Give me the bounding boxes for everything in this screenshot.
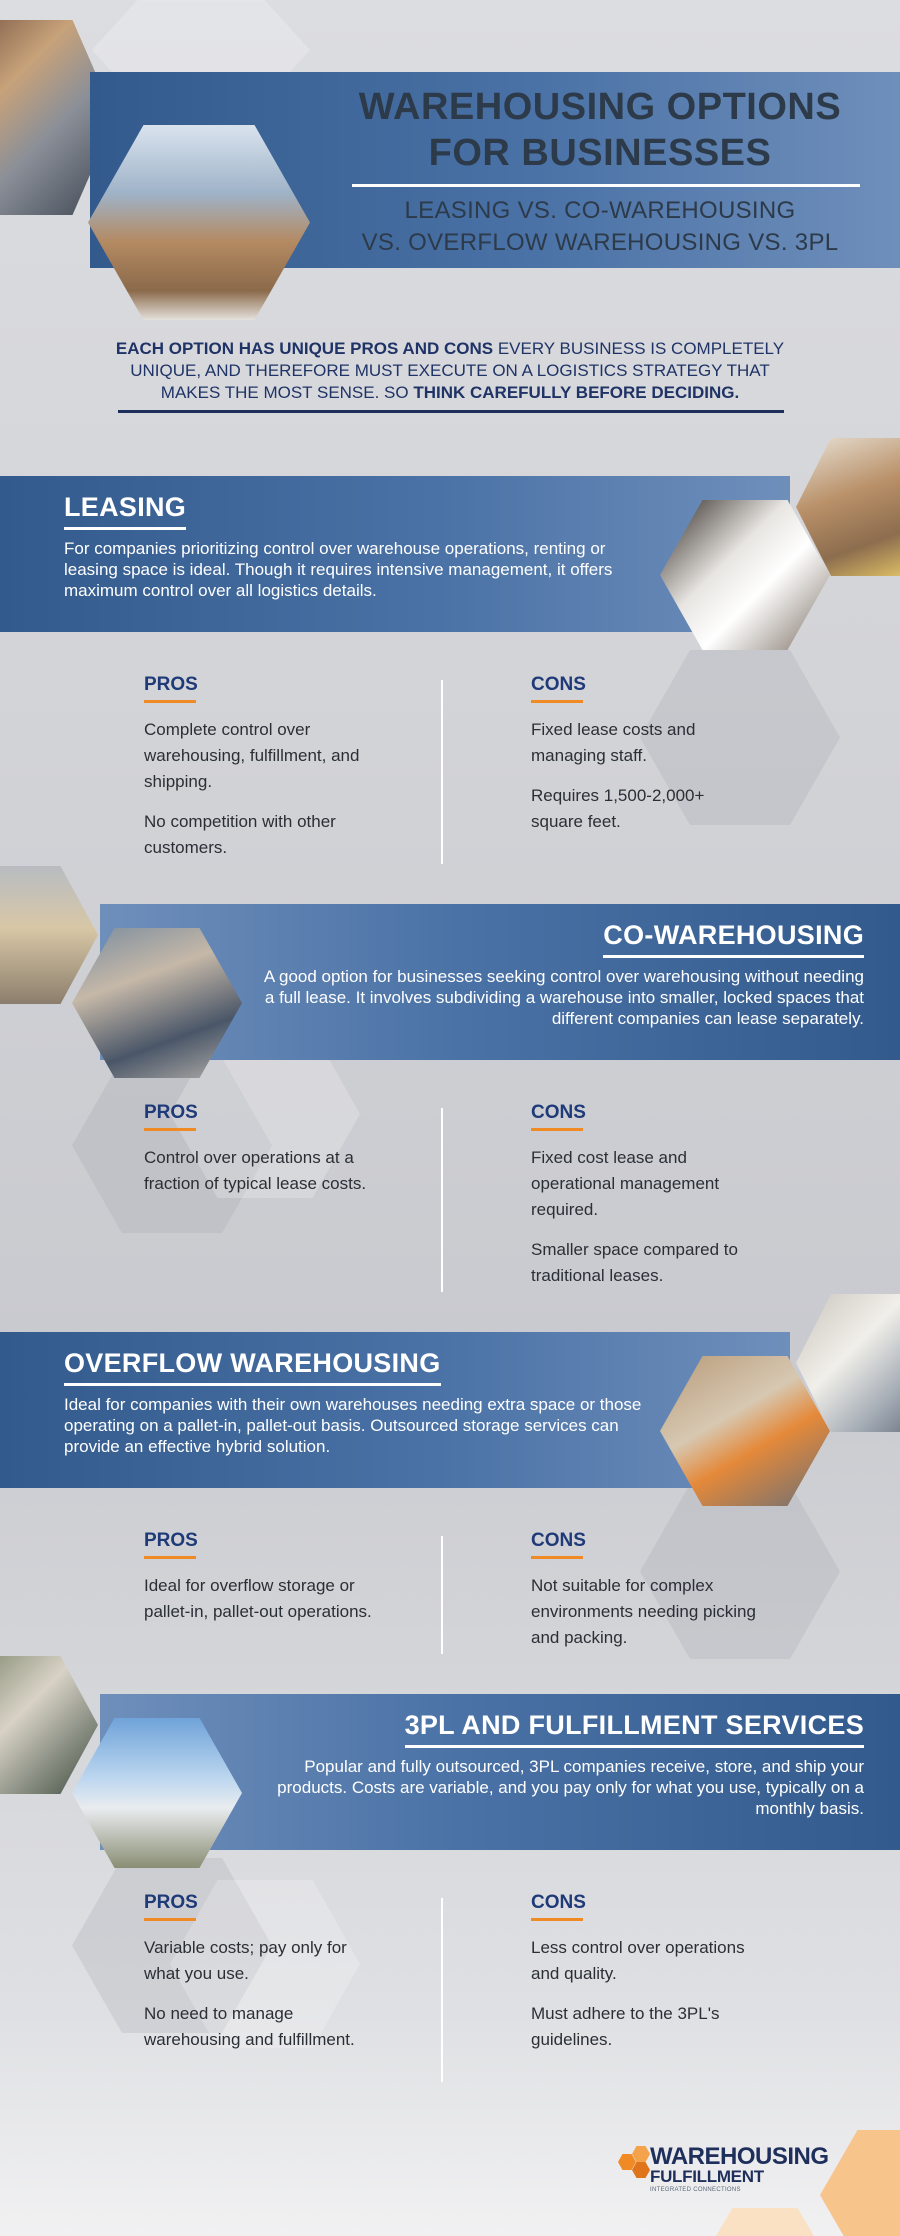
cons-heading: CONS: [531, 1102, 586, 1123]
pros-item: Variable costs; pay only for what you use.: [144, 1938, 347, 1983]
pros-underline: [144, 1556, 196, 1559]
cons-item: Less control over operations and quality.: [531, 1938, 745, 1983]
section-description: Ideal for companies with their own warehouses needing extra space or those operating on a pallet-in, pallet-out basis. Outsourced storage services can provide an effective hybrid solution.: [64, 1395, 642, 1456]
co-warehousing-pros: [144, 1102, 374, 1197]
header-title: [320, 84, 880, 259]
section-description: For companies prioritizing control over warehouse operations, renting or leasing space is ideal. Though it requires intensive management, it offers maximum control over all logistics details.: [64, 539, 613, 600]
pros-underline: [144, 700, 196, 703]
pros-item: Complete control over warehousing, fulfillment, and shipping.: [144, 720, 360, 791]
pros-item: No competition with other customers.: [144, 812, 336, 857]
intro-bold-1: EACH OPTION HAS UNIQUE PROS AND CONS: [115, 339, 494, 358]
cons-item: Requires 1,500-2,000+ square feet.: [531, 786, 705, 831]
co-warehousing-cons: [531, 1102, 761, 1289]
pros-heading: PROS: [144, 1530, 198, 1551]
leasing-header: [64, 492, 664, 601]
cons-heading: CONS: [531, 1892, 586, 1913]
3pl-header: [250, 1710, 864, 1819]
page-subtitle-line-2: VS. OVERFLOW WAREHOUSING VS. 3PL: [361, 229, 839, 256]
cons-item: Must adhere to the 3PL's guidelines.: [531, 2004, 720, 2049]
pros-underline: [144, 1918, 196, 1921]
title-underline: [352, 184, 860, 187]
overflow-header: [64, 1348, 674, 1457]
pros-cons-divider: [441, 1108, 443, 1292]
3pl-cons: [531, 1892, 761, 2053]
logo-hexagon-icon: [618, 2154, 636, 2170]
leasing-cons: [531, 674, 761, 835]
cons-underline: [531, 1918, 583, 1921]
cons-underline: [531, 1556, 583, 1559]
logo-hexagon-icon: [632, 2146, 650, 2162]
pros-heading: PROS: [144, 1892, 198, 1913]
pros-item: No need to manage warehousing and fulfillment.: [144, 2004, 355, 2049]
logo-tagline: INTEGRATED CONNECTIONS: [650, 2187, 741, 2193]
leasing-pros: [144, 674, 374, 861]
3pl-pros: [144, 1892, 374, 2053]
pros-underline: [144, 1128, 196, 1131]
page-title-line-2: FOR BUSINESSES: [428, 132, 772, 174]
pros-item: Ideal for overflow storage or pallet-in, pallet-out operations.: [144, 1576, 372, 1621]
intro-body: EVERY BUSINESS IS COMPLETELY UNIQUE, AND THEREFORE MUST EXECUTE ON A LOGISTICS STRATEGY THAT MAKES THE MOST SENSE. SO: [130, 339, 785, 402]
page-title-line-1: WAREHOUSING OPTIONS: [358, 86, 842, 128]
page-subtitle-line-1: LEASING VS. CO-WAREHOUSING: [404, 197, 796, 224]
section-description: Popular and fully outsourced, 3PL companies receive, store, and ship your products. Costs are variable, and you pay only for what you use, typically on a monthly basis.: [277, 1757, 864, 1818]
intro-divider: [118, 410, 784, 413]
section-title: OVERFLOW WAREHOUSING: [64, 1348, 441, 1378]
cons-item: Fixed cost lease and operational management required.: [531, 1148, 720, 1219]
cons-underline: [531, 1128, 583, 1131]
intro-text: [110, 338, 790, 404]
pros-heading: PROS: [144, 1102, 198, 1123]
decorative-hexagon: [700, 2208, 830, 2236]
pros-cons-divider: [441, 1898, 443, 2082]
section-title: LEASING: [64, 492, 187, 522]
logo-wordmark-line-2: FULFILLMENT: [650, 2167, 764, 2186]
section-title: CO-WAREHOUSING: [603, 920, 864, 950]
pros-cons-divider: [441, 680, 443, 864]
cons-underline: [531, 700, 583, 703]
cons-item: Not suitable for complex environments needing picking and packing.: [531, 1576, 756, 1647]
brand-logo: [614, 2142, 834, 2194]
pros-cons-divider: [441, 1536, 443, 1654]
pros-item: Control over operations at a fraction of typical lease costs.: [144, 1148, 367, 1193]
cons-item: Smaller space compared to traditional leases.: [531, 1240, 738, 1285]
co-warehousing-header: [250, 920, 864, 1029]
section-description: A good option for businesses seeking control over warehousing without needing a full lease. It involves subdividing a warehouse into smaller, locked spaces that different companies can lease separately.: [263, 967, 864, 1028]
cons-heading: CONS: [531, 1530, 586, 1551]
overflow-pros: [144, 1530, 374, 1625]
overflow-cons: [531, 1530, 761, 1651]
cons-heading: CONS: [531, 674, 586, 695]
cons-item: Fixed lease costs and managing staff.: [531, 720, 696, 765]
pros-heading: PROS: [144, 674, 198, 695]
logo-hexagon-icon: [632, 2162, 650, 2178]
section-title: 3PL AND FULFILLMENT SERVICES: [404, 1710, 864, 1740]
logo-wordmark-line-1: WAREHOUSING: [650, 2143, 829, 2170]
intro-bold-2: THINK CAREFULLY BEFORE DECIDING.: [413, 383, 740, 402]
